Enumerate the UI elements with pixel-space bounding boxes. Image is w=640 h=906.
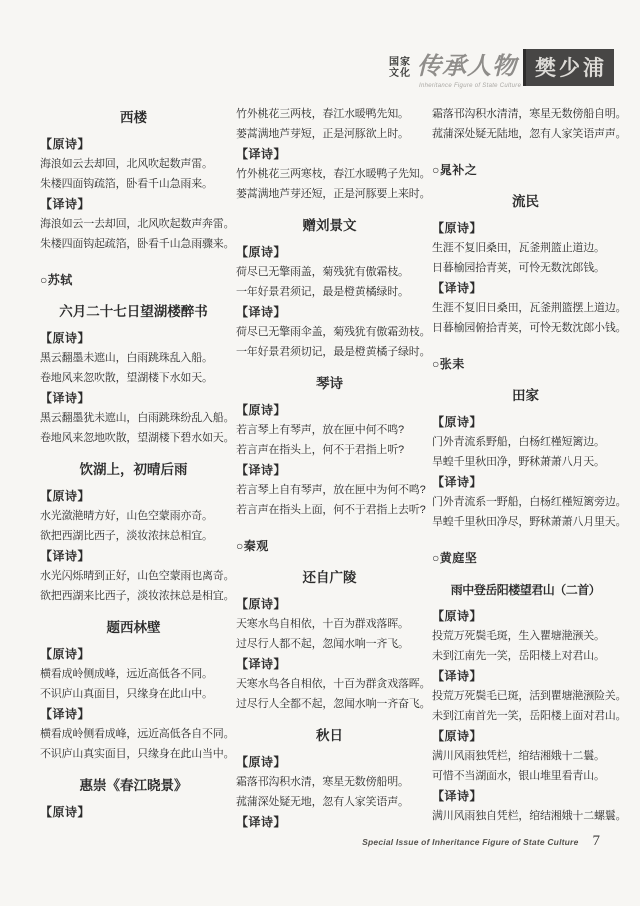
verse-line: 若言声在指头上，何不于君指上听? (236, 444, 404, 456)
poem-title: 惠崇《春江晓景》 (79, 778, 188, 793)
verse-line: 未到江南先一笑，岳阳楼上对君山。 (432, 650, 605, 662)
poem-title: 饮湖上，初晴后雨 (79, 462, 188, 477)
stanza-label: 【原诗】 (40, 137, 91, 151)
stanza-label: 【译诗】 (40, 549, 91, 563)
verse-line: 横看成岭侧看成峰，远近高低各自不同。 (40, 728, 235, 740)
brand-small-bottom: 文化 (389, 67, 411, 79)
stanza-label: 【译诗】 (432, 669, 483, 683)
poem-title: 六月二十七日望湖楼醉书 (59, 304, 208, 319)
verse-line: 水光闪烁晴到正好，山色空蒙雨也离奇。 (40, 570, 235, 582)
stanza-label: 【译诗】 (236, 815, 287, 829)
stanza-label: 【译诗】 (432, 281, 483, 295)
stanza-label: 【译诗】 (40, 197, 91, 211)
stanza-label: 【原诗】 (432, 221, 483, 235)
brand-small-top: 国家 (389, 56, 411, 68)
verse-line: 过尽行人都不起，忽闻水响一齐飞。 (236, 638, 409, 650)
column-2 (236, 104, 431, 832)
poem-title: 秋日 (316, 728, 343, 743)
verse-line: 过尽行人全都不起，忽闻水响一齐奋飞。 (236, 698, 431, 710)
stanza-label: 【译诗】 (40, 707, 91, 721)
poem-title: 雨中登岳阳楼望君山（二首） (450, 583, 601, 597)
verse-line: 若言声在指头上面，何不于君指上去听? (236, 504, 426, 516)
stanza-label: 【原诗】 (432, 609, 483, 623)
verse-line: 荷尽已无擎雨伞盖，菊残犹有傲霜劲枝。 (236, 326, 431, 338)
verse-line: 旱蝗千里秋田净尽，野秫萧萧八月里天。 (432, 516, 627, 528)
poem-title: 还自广陵 (302, 570, 357, 585)
verse-line: 可惜不当湖面水，银山堆里看青山。 (432, 770, 605, 782)
stanza-label: 【译诗】 (236, 305, 287, 319)
poet-name: ○秦观 (236, 539, 269, 553)
stanza-label: 【译诗】 (236, 657, 287, 671)
stanza-label: 【原诗】 (40, 805, 91, 819)
poet-name: ○张耒 (432, 357, 465, 371)
poem-title: 西楼 (120, 110, 147, 125)
magazine-brand-logo (389, 46, 614, 89)
stanza-label: 【译诗】 (236, 147, 287, 161)
stanza-label: 【译诗】 (432, 475, 483, 489)
poet-name: ○黄庭坚 (432, 551, 478, 565)
verse-line: 欲把西湖来比西子，淡妆浓抹总是相宜。 (40, 590, 235, 602)
stanza-label: 【原诗】 (236, 755, 287, 769)
verse-line: 一年好景君须切记，最是橙黄橘子绿时。 (236, 346, 431, 358)
verse-line: 卷地风来忽地吹散，望湖楼下碧水如天。 (40, 432, 235, 444)
verse-line: 旱蝗千里秋田净，野秫萧萧八月天。 (432, 456, 605, 468)
verse-line: 门外青流系野船，白杨红槿短篱边。 (432, 436, 605, 448)
stanza-label: 【译诗】 (236, 463, 287, 477)
column-1 (40, 104, 235, 832)
verse-line: 水光潋滟晴方好，山色空蒙雨亦奇。 (40, 510, 213, 522)
verse-line: 若言琴上有琴声，放在匣中何不鸣? (236, 424, 404, 436)
poem-title: 田家 (512, 388, 539, 403)
verse-line: 未到江南首先一笑，岳阳楼上面对君山。 (432, 710, 627, 722)
stanza-label: 【译诗】 (40, 391, 91, 405)
page-number: 7 (592, 833, 600, 849)
page-footer (362, 833, 600, 850)
poem-columns (40, 104, 627, 832)
poem-title: 琴诗 (316, 376, 343, 391)
verse-line: 卷地风来忽吹散，望湖楼下水如天。 (40, 372, 213, 384)
verse-line: 天寒水鸟各自相依，十百为群贪戏落晖。 (236, 678, 431, 690)
stanza-label: 【原诗】 (432, 729, 483, 743)
verse-line: 黑云翻墨未遮山，白雨跳珠乱入船。 (40, 352, 213, 364)
stanza-label: 【原诗】 (40, 331, 91, 345)
verse-line: 满川风雨独凭栏，绾结湘娥十二鬟。 (432, 750, 605, 762)
verse-line: 蒌蒿满地芦芽还短，正是河豚要上来时。 (236, 188, 431, 200)
column-3 (432, 104, 627, 832)
stanza-label: 【原诗】 (432, 415, 483, 429)
verse-line: 荷尽已无擎雨盖，菊残犹有傲霜枝。 (236, 266, 409, 278)
verse-line: 投荒万死鬓毛已斑，活到瞿塘滟滪险关。 (432, 690, 627, 702)
brand-main-wrap (417, 46, 522, 89)
poem-title: 赠刘景文 (302, 218, 357, 233)
brand-main-title: 传承人物 (417, 54, 517, 80)
verse-line: 黑云翻墨犹未遮山，白雨跳珠纷乱入船。 (40, 412, 235, 424)
verse-line: 菰蒲深处疑无陆地，忽有人家笑语声声。 (432, 128, 627, 140)
poet-name: ○晁补之 (432, 163, 478, 177)
stanza-label: 【原诗】 (236, 245, 287, 259)
stanza-label: 【原诗】 (236, 597, 287, 611)
verse-line: 满川风雨独自凭栏，绾结湘娥十二螺鬟。 (432, 810, 627, 822)
verse-line: 生涯不复旧桑田，瓦釜荆篮止道边。 (432, 242, 605, 254)
poet-name: ○苏轼 (40, 273, 73, 287)
verse-line: 日暮榆园拾青荚，可怜无数沈郎钱。 (432, 262, 605, 274)
verse-line: 朱楼四面钩疏箔，卧看千山急雨来。 (40, 178, 213, 190)
verse-line: 一年好景君须记，最是橙黄橘绿时。 (236, 286, 409, 298)
verse-line: 菰蒲深处疑无地，忽有人家笑语声。 (236, 796, 409, 808)
verse-line: 海浪如云去却回，北风吹起数声雷。 (40, 158, 213, 170)
verse-line: 竹外桃花三两寒枝，春江水暖鸭子先知。 (236, 168, 431, 180)
verse-line: 竹外桃花三两枝，春江水暖鸭先知。 (236, 108, 409, 120)
stanza-label: 【原诗】 (236, 403, 287, 417)
verse-line: 蒌蒿满地芦芽短，正是河豚欲上时。 (236, 128, 409, 140)
brand-english-subtitle: Inheritance Figure of State Culture (419, 83, 522, 89)
verse-line: 日暮榆园俯拾青荚，可怜无数沈郎小钱。 (432, 322, 627, 334)
verse-line: 海浪如云一去却回，北风吹起数声奔雷。 (40, 218, 235, 230)
verse-line: 欲把西湖比西子，淡妆浓抹总相宜。 (40, 530, 213, 542)
verse-line: 若言琴上自有琴声，放在匣中为何不鸣? (236, 484, 426, 496)
poem-title: 流民 (512, 194, 539, 209)
verse-line: 不识庐山真面目，只缘身在此山中。 (40, 688, 213, 700)
stanza-label: 【原诗】 (40, 489, 91, 503)
footer-issue-text: Special Issue of Inheritance Figure of State Culture (362, 837, 579, 847)
verse-line: 生涯不复旧日桑田，瓦釜荆篮摆上道边。 (432, 302, 627, 314)
verse-line: 不识庐山真实面目，只缘身在此山当中。 (40, 748, 235, 760)
verse-line: 横看成岭侧成峰，远近高低各不同。 (40, 668, 213, 680)
verse-line: 天寒水鸟自相依，十百为群戏落晖。 (236, 618, 409, 630)
verse-line: 朱楼四面钩起疏箔，卧看千山急雨骤来。 (40, 238, 235, 250)
brand-person-name: 樊少浦 (523, 49, 614, 86)
brand-small-text (389, 57, 411, 79)
verse-line: 投荒万死鬓毛斑，生入瞿塘滟滪关。 (432, 630, 605, 642)
verse-line: 霜落邗沟积水清，寒星无数傍船明。 (236, 776, 409, 788)
stanza-label: 【原诗】 (40, 647, 91, 661)
verse-line: 霜落邗沟积水清清，寒星无数傍船自明。 (432, 108, 627, 120)
verse-line: 门外青流系一野船，白杨红槿短篱旁边。 (432, 496, 627, 508)
poem-title: 题西林壁 (106, 620, 161, 635)
stanza-label: 【译诗】 (432, 789, 483, 803)
